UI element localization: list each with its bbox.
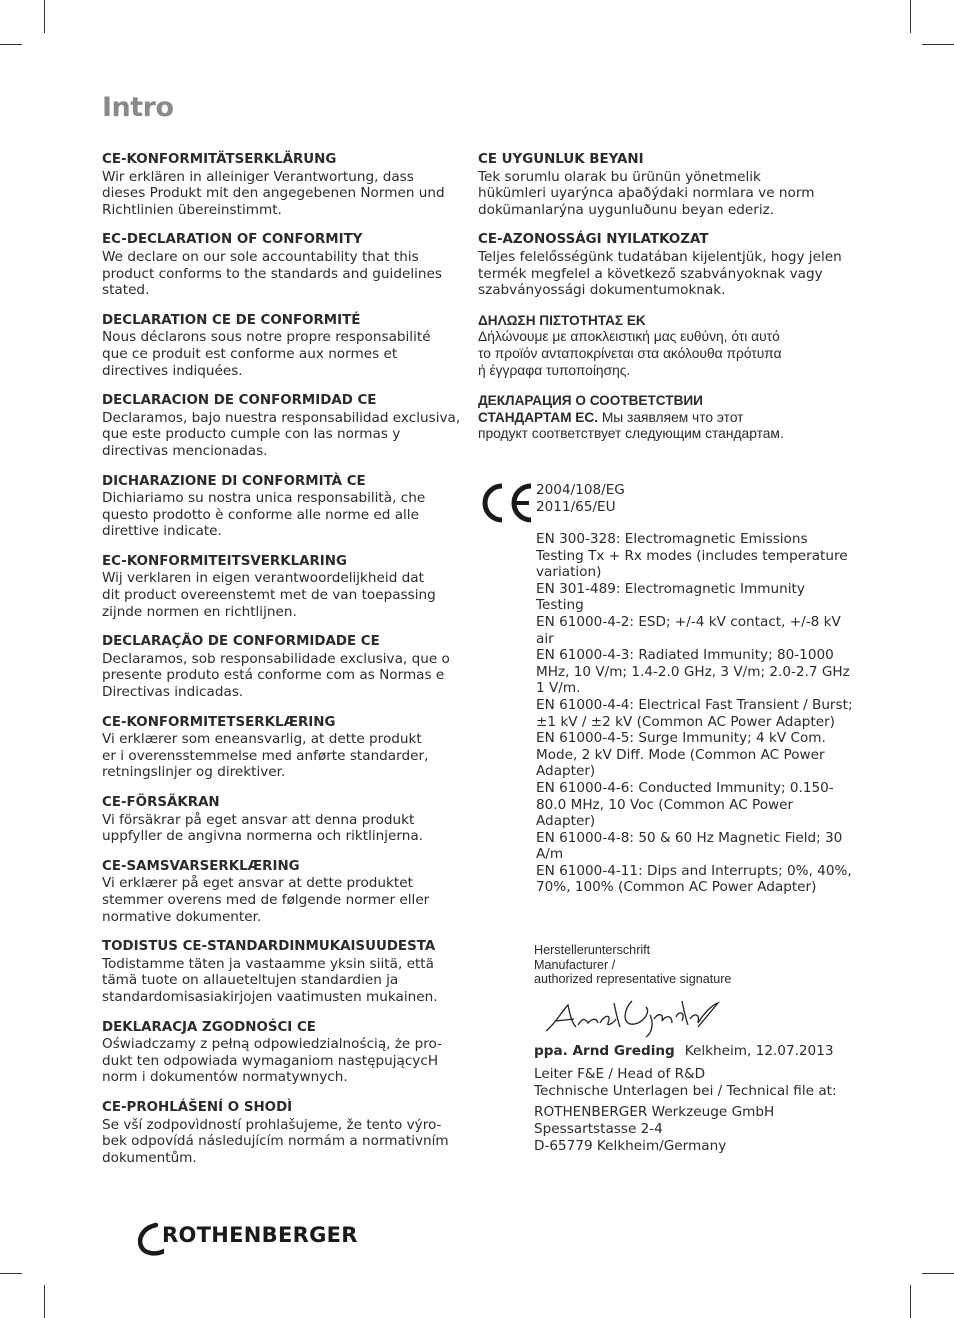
declaration-text: Tek sorumlu olarak bu ürünün yönetmelik hükümleri uyarýnca aþaðýdaki normlara ve norm dokümanlarýna uygunluðunu beyan ederiz. — [478, 168, 815, 218]
standards-list — [536, 531, 854, 896]
standard-item: EN 301-489: Electromagnetic Immunity Testing — [536, 580, 805, 614]
brand-name: ROTHENBERGER — [162, 1223, 358, 1247]
declaration-section — [102, 1100, 468, 1166]
declaration-text: Declaramos, sob responsabilidade exclusiva, que o presente produto está conforme com as Normas e Directivas indicadas. — [102, 650, 450, 701]
declaration-text: Declaramos, bajo nuestra responsabilidad exclusiva, que este producto cumple con las normas y directivas mencionadas. — [102, 409, 461, 459]
declaration-section — [102, 393, 468, 459]
standard-item: EN 61000-4-3: Radiated Immunity; 80-1000 MHz, 10 V/m; 1.4-2.0 GHz, 3 V/m; 2.0-2.7 GHz 1 V/m. — [536, 647, 850, 697]
declaration-text: Vi försäkrar på eget ansvar att denna produkt uppfyller de angivna normerna och riktlinjerna. — [102, 811, 423, 845]
declaration-title: DECLARACION DE CONFORMIDAD CE — [102, 393, 377, 409]
directive-item: 2004/108/EG — [536, 482, 625, 498]
declaration-text: Wij verklaren in eigen verantwoordelijkheid dat dit product overeenstemt met de van toepassing zijnde normen en richtlijnen. — [102, 570, 436, 620]
standard-item: EN 300-328: Electromagnetic Emissions Testing Tx + Rx modes (includes temperature variation) — [536, 531, 848, 581]
declaration-section — [102, 939, 468, 1005]
crop-mark — [922, 1273, 954, 1274]
signatory — [534, 1043, 834, 1060]
declaration-section — [102, 232, 468, 298]
crop-mark — [910, 0, 911, 33]
declaration-section — [102, 634, 468, 700]
declaration-section — [102, 1020, 468, 1086]
declaration-section — [102, 715, 468, 781]
declaration-section — [478, 232, 853, 298]
handwritten-signature — [542, 993, 722, 1039]
declaration-text: We declare on our sole accountability that this product conforms to the standards and guidelines stated. — [102, 248, 442, 299]
declaration-text: Δήλώνουμε με αποκλειστική μας ευθύνη, ότι αυτό το προϊόν ανταποκρίνεται στα ακόλουθα πρότυπα ή έγγραφα τυποποίησης. — [478, 329, 782, 378]
declaration-title: DEKLARACJA ZGODNOŚCI CE — [102, 1019, 316, 1035]
declaration-title: CE-FÖRSÄKRAN — [102, 795, 220, 810]
declaration-section — [478, 152, 853, 218]
crop-mark — [922, 44, 954, 45]
declaration-text: Nous déclarons sous notre propre responsabilité que ce produit est conforme aux normes et directives indiquées. — [102, 329, 431, 379]
declaration-section — [102, 859, 468, 925]
crop-mark — [0, 1273, 22, 1274]
declaration-text: Мы заявляем что этот продукт соответствует следующим стандартам. — [478, 409, 784, 442]
declaration-title: DECLARATION CE DE CONFORMITÉ — [102, 312, 361, 328]
declaration-section — [102, 554, 468, 620]
declaration-title: EC-KONFORMITEITSVERKLARING — [102, 553, 347, 569]
rothenberger-logo — [134, 1222, 358, 1256]
declaration-text: Vi erklærer som eneansvarlig, at dette produkt er i overensstemmelse med anførte standarder, retningslinjer og direktiver. — [102, 731, 429, 781]
declaration-title: CE-PROHLÁŠENÍ O SHODÌ — [102, 1099, 293, 1115]
standard-item: EN 61000-4-8: 50 & 60 Hz Magnetic Field; 30 A/m — [536, 829, 843, 863]
crop-mark — [44, 1285, 45, 1318]
signature-place-date: Kelkheim, 12.07.2013 — [684, 1043, 834, 1059]
directive-list — [536, 482, 625, 515]
left-column — [102, 152, 468, 1180]
standard-item: EN 61000-4-11: Dips and Interrupts; 0%, 40%, 70%, 100% (Common AC Power Adapter) — [536, 862, 852, 896]
declaration-title: CE-SAMSVARSERKLÆRING — [102, 858, 300, 874]
declaration-title: ДЕКЛАРАЦИЯ О СООТВЕТСТВИИ СТАНДАРТАМ ЕС. — [478, 393, 703, 425]
declaration-text: Todistamme täten ja vastaamme yksin siitä, että tämä tuote on allaueteltujen standardien ja standardomisasiakirjojen vaatimusten mukainen. — [102, 955, 438, 1005]
declaration-title: DECLARAÇÃO DE CONFORMIDADE CE — [102, 634, 380, 650]
declaration-section — [102, 152, 468, 218]
crop-mark — [44, 0, 45, 33]
declaration-section — [102, 474, 468, 540]
declaration-section — [478, 393, 853, 443]
declaration-section — [478, 313, 853, 379]
crop-mark — [910, 1285, 911, 1318]
declaration-section — [102, 313, 468, 379]
standard-item: EN 61000-4-4: Electrical Fast Transient / Burst; ±1 kV / ±2 kV (Common AC Power Adapter) — [536, 696, 853, 730]
directive-item: 2011/65/EU — [536, 498, 616, 515]
rothenberger-arc-icon — [134, 1222, 164, 1256]
declaration-text: Se vší zodpovìdností prohlašujeme, že tento výro- bek odpovídá následujícím normám a normativním dokumentům. — [102, 1116, 449, 1166]
signatory-name: ppa. Arnd Greding — [534, 1043, 675, 1059]
declaration-text: Wir erklären in alleiniger Verantwortung, dass dieses Produkt mit den angegebenen Normen und Richtlinien übereinstimmt. — [102, 168, 445, 218]
declaration-title: ΔΗΛΩΣΗ ΠΙΣΤΟΤΗΤΑΣ ΕΚ — [478, 312, 646, 328]
company-address: ROTHENBERGER Werkzeuge GmbH Spessartstasse 2-4 D-65779 Kelkheim/Germany — [534, 1104, 775, 1154]
declaration-title: CE-KONFORMITETSERKLÆRING — [102, 714, 336, 730]
declaration-text: Teljes felelősségünk tudatában kijelentjük, hogy jelen termék megfelel a következő szabványoknak vagy szabványossági dokumentumoknak. — [478, 248, 842, 299]
right-column — [478, 152, 853, 457]
page-title: Intro — [102, 92, 174, 123]
ce-mark-icon — [478, 482, 534, 524]
standard-item: EN 61000-4-5: Surge Immunity; 4 kV Com. Mode, 2 kV Diff. Mode (Common AC Power Adapter) — [536, 730, 826, 780]
declaration-title: EC-DECLARATION OF CONFORMITY — [102, 232, 363, 248]
declaration-title: CE UYGUNLUK BEYANI — [478, 152, 644, 167]
signature-caption: Herstellerunterschrift Manufacturer / authorized representative signature — [534, 943, 732, 987]
declaration-title: CE-AZONOSSÁGI NYILATKOZAT — [478, 232, 709, 248]
declaration-title: TODISTUS CE-STANDARDINMUKAISUUDESTA — [102, 939, 436, 955]
declaration-text: Vi erklærer på eget ansvar at dette produktet stemmer overens med de følgende normer eller normative dokumenter. — [102, 875, 430, 925]
standard-item: EN 61000-4-6: Conducted Immunity; 0.150-80.0 MHz, 10 Voc (Common AC Power Adapter) — [536, 779, 834, 830]
declaration-text: Dichiariamo su nostra unica responsabilità, che questo prodotto è conforme alle norme ed alle direttive indicate. — [102, 490, 426, 540]
declaration-text: Oświadczamy z pełną odpowiedzialnością, że pro- dukt ten odpowiada wymaganiom następującycH norm i dokumentów normatywnych. — [102, 1036, 443, 1086]
declaration-title: DICHARAZIONE DI CONFORMITÀ CE — [102, 473, 366, 489]
crop-mark — [0, 44, 22, 45]
signatory-role: Leiter F&E / Head of R&D Technische Unterlagen bei / Technical file at: — [534, 1066, 837, 1099]
standard-item: EN 61000-4-2: ESD; +/-4 kV contact, +/-8 kV air — [536, 613, 841, 647]
declaration-title: CE-KONFORMITÄTSERKLÄRUNG — [102, 152, 337, 167]
declaration-section — [102, 795, 468, 845]
